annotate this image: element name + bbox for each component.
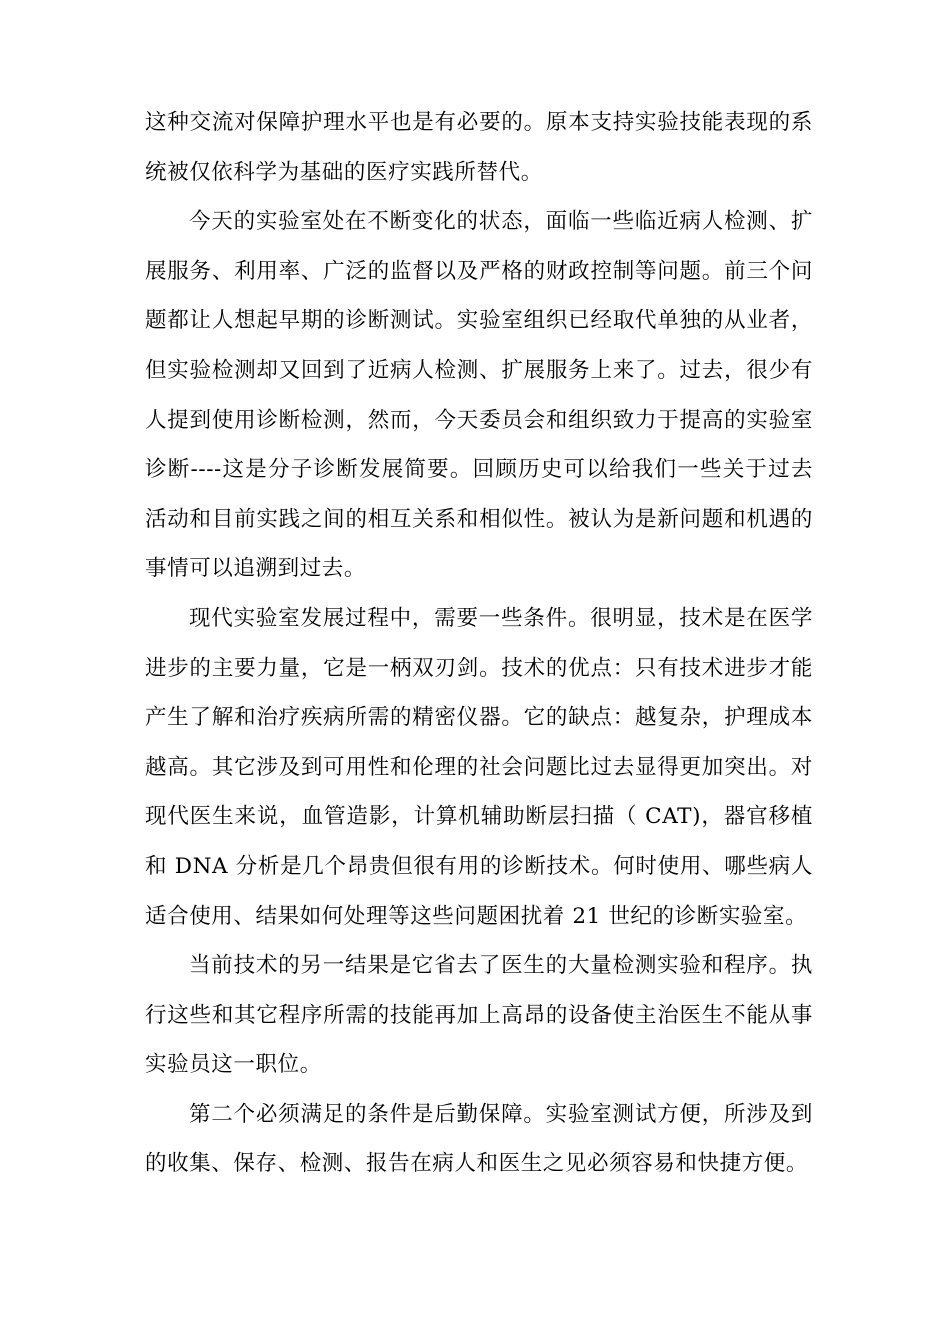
document-body bbox=[145, 98, 813, 1189]
paragraph-logistics: 第二个必须满足的条件是后勤保障。实验室测试方便，所涉及到的收集、保存、检测、报告在病人和医生之见必须容易和快捷方便。 bbox=[145, 1101, 813, 1177]
paragraph-technology: 现代实验室发展过程中，需要一些条件。很明显，技术是在医学进步的主要力量，它是一柄双刃剑。技术的优点：只有技术进步才能产生了解和治疗疾病所需的精密仪器。它的缺点：越复杂，护理成本越高。其它涉及到可用性和伦理的社会问题比过去显得更加突出。对现代医生来说，血管造影，计算机辅助断层扫描（ CAT)，器官移植和 DNA 分析是几个昂贵但很有用的诊断技术。何时使用、哪些病人适合使用、结果如何处理等这些问题困扰着 21 世纪的诊断实验室。 bbox=[145, 605, 813, 929]
paragraph-continuation: 这种交流对保障护理水平也是有必要的。原本支持实验技能表现的系统被仅依科学为基础的医疗实践所替代。 bbox=[145, 110, 813, 185]
paragraph-lab-changes: 今天的实验室处在不断变化的状态，面临一些临近病人检测、扩展服务、利用率、广泛的监督以及严格的财政控制等问题。前三个问题都让人想起早期的诊断测试。实验室组织已经取代单独的从业者，但实验检测却又回到了近病人检测、扩展服务上来了。过去，很少有人提到使用诊断检测，然而，今天委员会和组织致力于提高的实验室诊断----这是分子诊断发展简要。回顾历史可以给我们一些关于过去活动和目前实践之间的相互关系和相似性。被认为是新问题和机遇的事情可以追溯到过去。 bbox=[145, 209, 813, 582]
paragraph-technology-result: 当前技术的另一结果是它省去了医生的大量检测实验和程序。执行这些和其它程序所需的技能再加上高昂的设备使主治医生不能从事实验员这一职位。 bbox=[145, 953, 813, 1078]
